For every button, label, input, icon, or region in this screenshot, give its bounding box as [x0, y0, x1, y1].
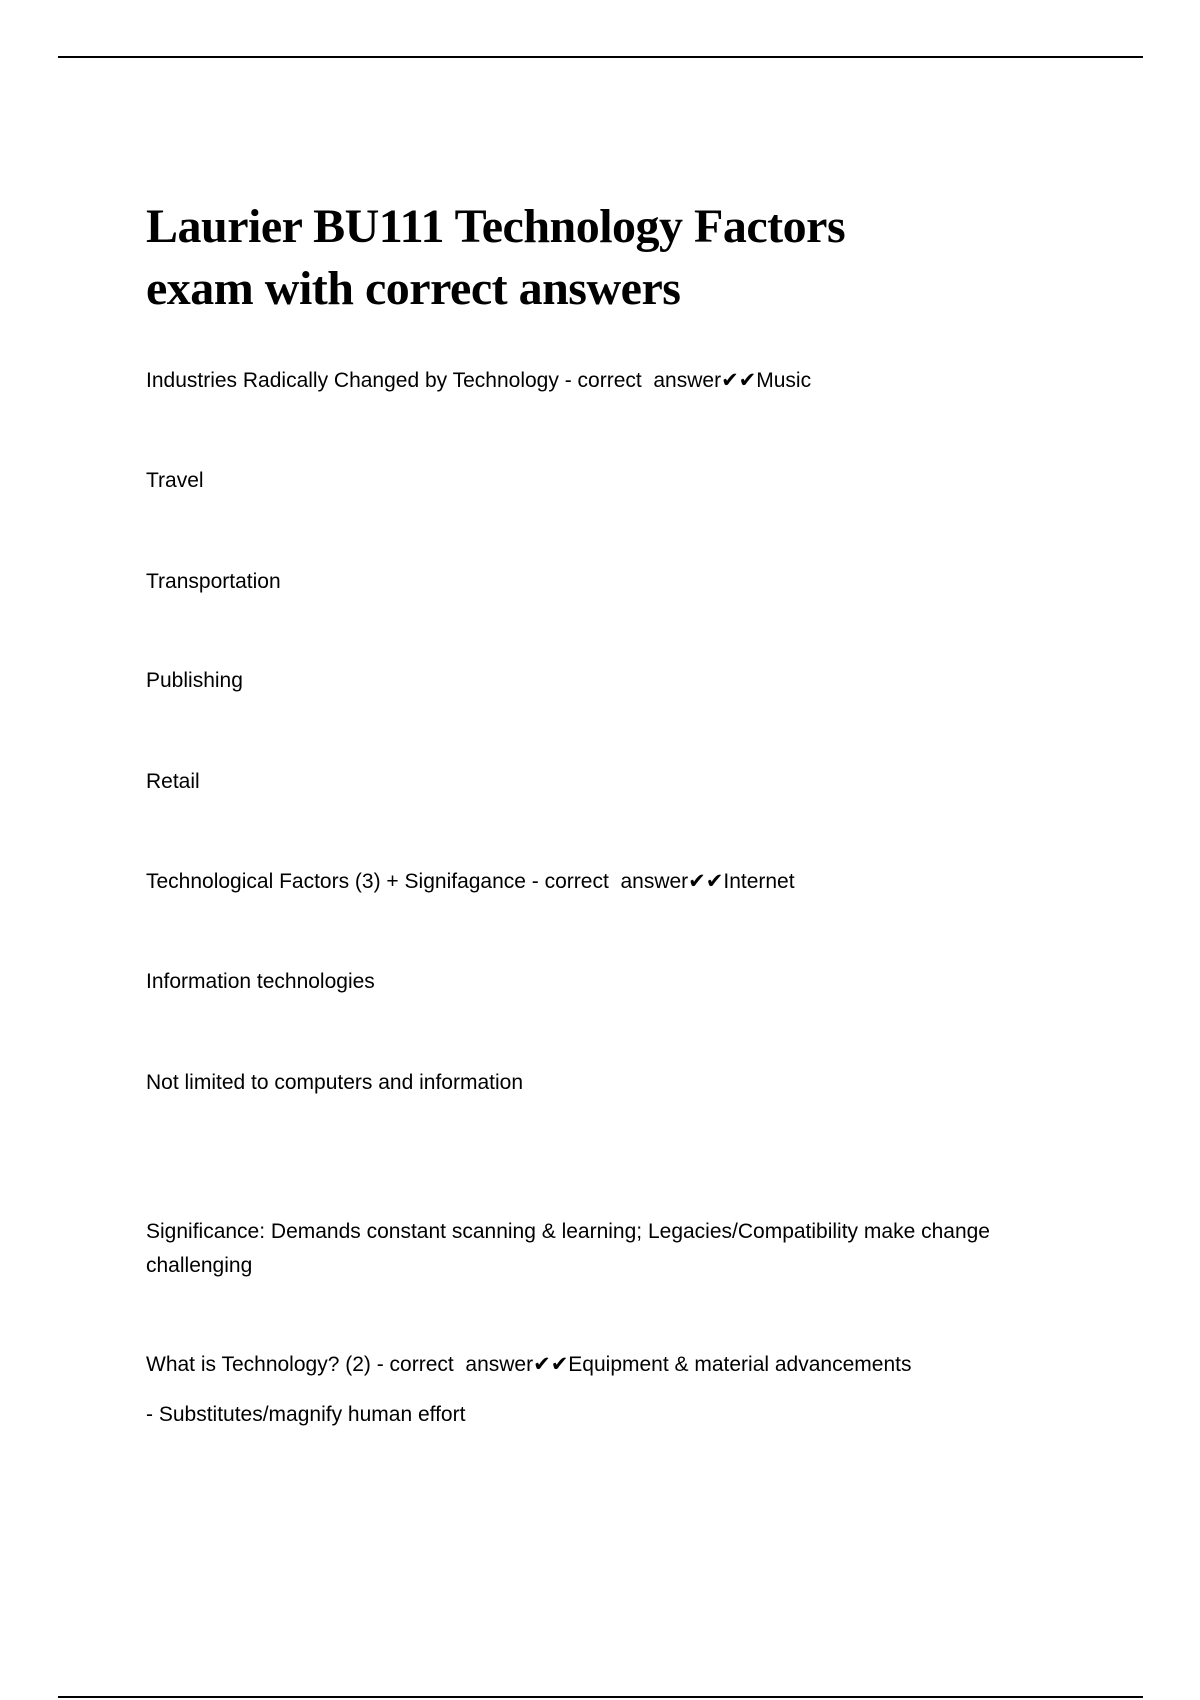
document-title: Laurier BU111 Technology Factors exam with correct answers [146, 200, 846, 315]
answer-line: Not limited to computers and information [146, 1071, 524, 1094]
answer-line: What is Technology? (2) - correct answer✔✔Equipment & material advancements [146, 1353, 912, 1376]
answer-line: - Substitutes/magnify human effort [146, 1403, 466, 1426]
answer-line: Retail [146, 770, 200, 793]
answer-line: Industries Radically Changed by Technology - correct answer✔✔Music [146, 369, 812, 392]
answer-line: Transportation [146, 570, 281, 593]
answer-line: Travel [146, 469, 204, 492]
answer-line: Significance: Demands constant scanning & learning; Legacies/Compatibility make change challenging [146, 1220, 990, 1277]
answer-line: Technological Factors (3) + Signifagance - correct answer✔✔Internet [146, 870, 795, 893]
answer-line: Information technologies [146, 970, 375, 993]
bottom-rule [58, 1696, 1143, 1698]
top-rule [58, 56, 1143, 58]
answer-line: Publishing [146, 669, 243, 692]
